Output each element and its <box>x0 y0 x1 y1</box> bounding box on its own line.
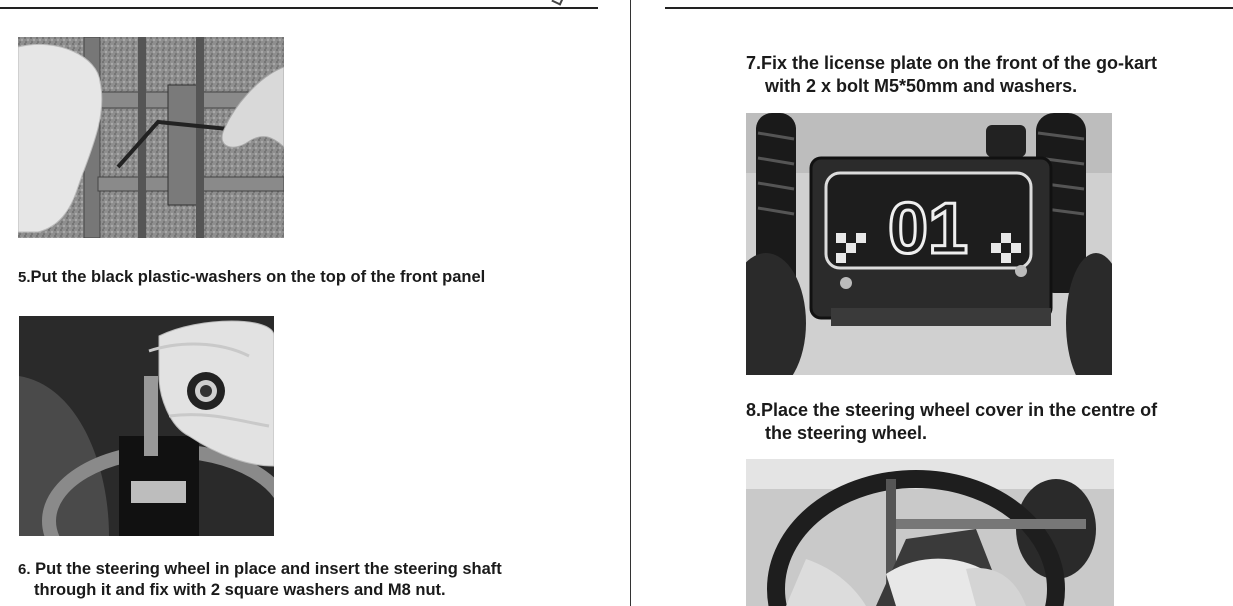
step-7-instruction <box>746 52 1157 98</box>
top-rule-left <box>0 7 598 9</box>
step-7-line1: Fix the license plate on the front of the go-kart <box>761 53 1158 73</box>
column-divider <box>630 0 631 606</box>
step-6-instruction <box>18 559 502 600</box>
step-8-line1: Place the steering wheel cover in the centre of <box>761 400 1158 420</box>
step-5-text: Put the black plastic-washers on the top of the front panel <box>30 268 486 286</box>
step-6-number: 6. <box>18 561 31 578</box>
photo-license-plate <box>746 113 1112 375</box>
step-5-instruction <box>18 267 485 288</box>
step-6-line2: through it and fix with 2 square washers and M8 nut. <box>34 581 446 599</box>
plate-number: 01 <box>887 189 969 269</box>
step-5-number: 5. <box>18 269 31 286</box>
step-7-number: 7. <box>746 53 762 73</box>
step-8-number: 8. <box>746 400 762 420</box>
photo-front-panel-washers <box>18 37 284 238</box>
top-rule-right <box>665 7 1233 9</box>
photo-steering-shaft-washer <box>19 316 274 536</box>
photo-steering-wheel-cover <box>746 459 1114 606</box>
step-8-instruction <box>746 399 1157 445</box>
step-6-line1: Put the steering wheel in place and insert the steering shaft <box>35 560 502 578</box>
text-fragment-mark <box>551 0 564 6</box>
step-7-line2: with 2 x bolt M5*50mm and washers. <box>765 76 1078 96</box>
step-8-line2: the steering wheel. <box>765 423 928 443</box>
